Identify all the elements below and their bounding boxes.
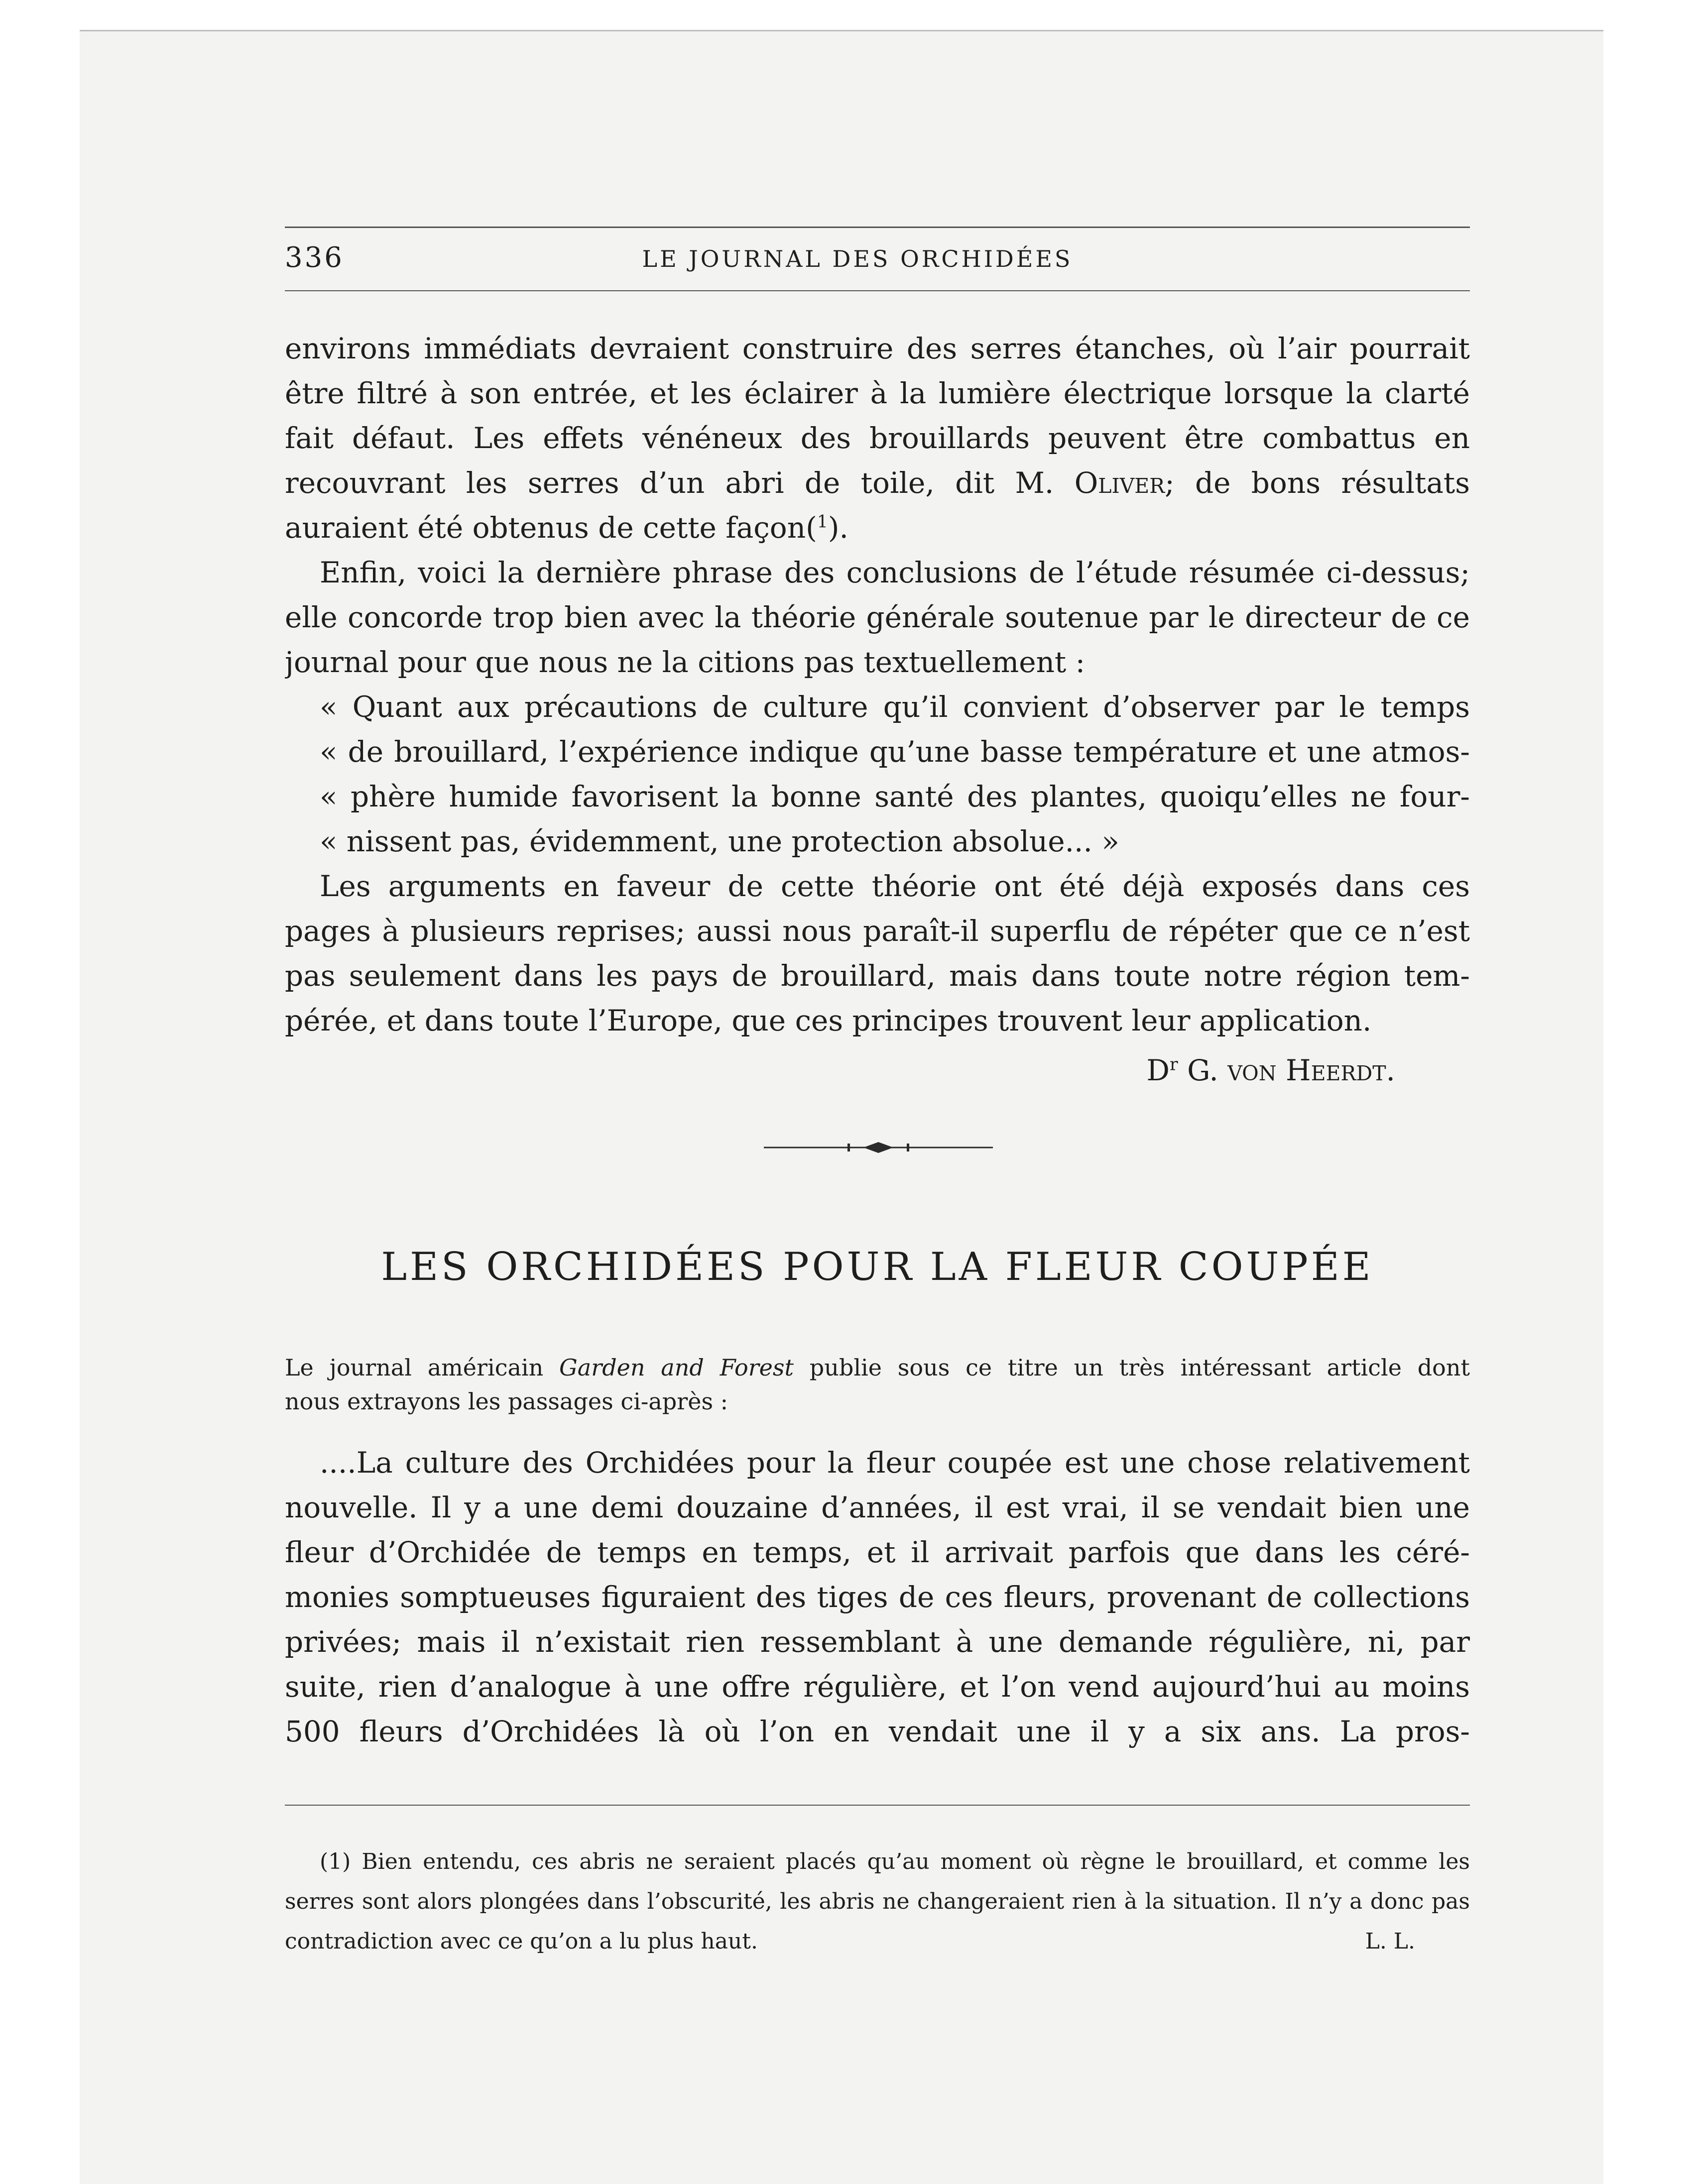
- paragraph-start: ....La culture des Orchidées pour la fleur coupée est une chose relativement: [320, 1446, 1470, 1480]
- text-line: fleur d’Orchidée de temps en temps, et il arrivait parfois que dans les céré-: [285, 1535, 1470, 1569]
- text-fragment: ; de bons résultats: [1165, 466, 1470, 500]
- footnote-initials: L. L.: [1365, 1929, 1415, 1954]
- text-line: privées; mais il n’existait rien ressemblant à une demande régulière, ni, par: [285, 1625, 1470, 1659]
- text-fragment: ).: [828, 511, 848, 545]
- footnote-line-last: [285, 1922, 1470, 1961]
- signature-name: G. von Heerdt.: [1178, 1053, 1395, 1087]
- text-line: monies somptueuses figuraient des tiges de ces fleurs, provenant de collections: [285, 1580, 1470, 1614]
- footnote: [285, 1842, 1470, 1961]
- text-line: elle concorde trop bien avec la théorie générale soutenue par le directeur de ce: [285, 600, 1470, 634]
- page-number: 336: [285, 241, 344, 274]
- section-one-text: [285, 326, 1470, 1043]
- section-divider-ornament-icon: [764, 1140, 993, 1155]
- paragraph-start: Enfin, voici la dernière phrase des conclusions de l’étude résumée ci-dessus;: [320, 556, 1470, 589]
- text-line-oliver: [285, 460, 1470, 505]
- text-line: suite, rien d’analogue à une offre régulière, et l’on vend aujourd’hui au moins: [285, 1670, 1470, 1704]
- text-fragment: recouvrant les serres d’un abri de toile, dit M.: [285, 466, 1075, 500]
- intro-line: [285, 1351, 1470, 1384]
- text-fragment: publie sous ce titre un très intéressant article dont: [794, 1354, 1470, 1381]
- text-fragment: contradiction avec ce qu’on a lu plus haut.: [285, 1929, 758, 1954]
- journal-title: LE JOURNAL DES ORCHIDÉES: [642, 245, 1073, 272]
- source-title: Garden and Forest: [559, 1354, 794, 1381]
- signature-title-sup: r: [1170, 1054, 1178, 1075]
- header-bottom-rule: [285, 290, 1470, 291]
- text-line: environs immédiats devraient construire des serres étanches, où l’air pourrait: [285, 332, 1470, 365]
- paragraph-start: Les arguments en faveur de cette théorie ont été déjà exposés dans ces: [320, 869, 1470, 903]
- text-line: pérée, et dans toute l’Europe, que ces principes trouvent leur application.: [285, 1004, 1372, 1037]
- text-line: journal pour que nous ne la citions pas textuellement :: [285, 645, 1086, 679]
- quote-line: « phère humide favorisent la bonne santé des plantes, quoiqu’elles ne four-: [320, 780, 1470, 813]
- footnote-marker[interactable]: 1: [817, 512, 828, 532]
- text-line-footnote-ref: [285, 505, 1470, 550]
- quote-line: « Quant aux précautions de culture qu’il convient d’observer par le temps: [320, 690, 1470, 724]
- text-fragment: Le journal américain: [285, 1354, 560, 1381]
- article-body: [285, 1440, 1470, 1754]
- journal-page: [285, 227, 1470, 2019]
- quote-line: « de brouillard, l’expérience indique qu’une basse température et une atmos-: [320, 735, 1470, 769]
- text-line: pages à plusieurs reprises; aussi nous paraît-il superflu de répéter que ce n’est: [285, 914, 1470, 948]
- text-line: pas seulement dans les pays de brouillard, mais dans toute notre région tem-: [285, 959, 1470, 993]
- intro-line: nous extrayons les passages ci-après :: [285, 1388, 728, 1415]
- running-head: [285, 241, 1470, 276]
- text-line: être filtré à son entrée, et les éclairer à la lumière électrique lorsque la clarté: [285, 376, 1470, 410]
- footnote-rule: [285, 1805, 1470, 1806]
- footnote-line: (1) Bien entendu, ces abris ne seraient placés qu’au moment où règne le brouillard, et comme les: [320, 1849, 1470, 1874]
- scan-margin: [1603, 30, 1689, 2183]
- header-top-rule: [285, 227, 1470, 228]
- author-name-oliver: Oliver: [1074, 466, 1165, 500]
- signature-title: D: [1146, 1053, 1170, 1087]
- text-line: 500 fleurs d’Orchidées là où l’on en vendait une il y a six ans. La pros-: [285, 1715, 1470, 1748]
- text-line: fait défaut. Les effets vénéneux des brouillards peuvent être combattus en: [285, 421, 1470, 455]
- footnote-line: serres sont alors plongées dans l’obscurité, les abris ne changeraient rien à la situation. Il n’y a donc pas: [285, 1889, 1470, 1914]
- text-line: nouvelle. Il y a une demi douzaine d’années, il est vrai, il se vendait bien une: [285, 1491, 1470, 1524]
- text-fragment: auraient été obtenus de cette façon(: [285, 511, 817, 545]
- quote-line: « nissent pas, évidemment, une protection absolue... »: [320, 824, 1119, 858]
- article-title: LES ORCHIDÉES POUR LA FLEUR COUPÉE: [381, 1245, 1374, 1289]
- author-signature: [1146, 1048, 1395, 1093]
- article-intro: [285, 1351, 1470, 1418]
